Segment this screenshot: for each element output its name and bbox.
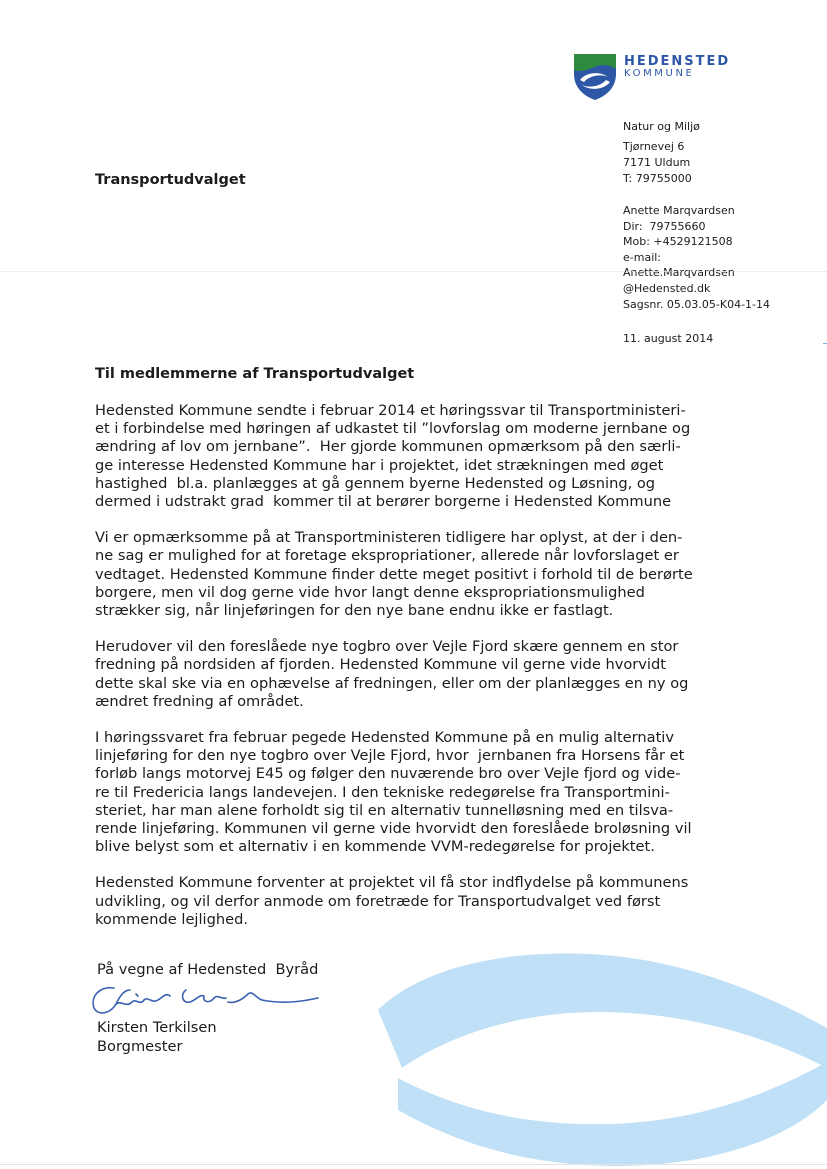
body-line: Vi er opmærksomme på at Transportministeren tidligere har oplyst, at der i den-	[95, 529, 683, 547]
shield-logo-icon	[572, 52, 618, 102]
body-paragraph	[95, 402, 735, 511]
closing-line: På vegne af Hedensted Byråd	[97, 961, 319, 978]
sender-contact	[623, 203, 770, 312]
body-line: Herudover vil den foreslåede nye togbro over Vejle Fjord skære gennem en stor	[95, 638, 679, 656]
page-bottom-edge	[0, 1164, 827, 1165]
contact-line: Mob: +4529121508	[623, 235, 733, 249]
contact-line: @Hedensted.dk	[623, 281, 711, 295]
address-line: 7171 Uldum	[623, 156, 691, 169]
date-text: 11. august 2014	[623, 332, 714, 345]
fold-line	[0, 271, 827, 272]
body-line: blive belyst som et alternativ i en kommende VVM-redegørelse for projektet.	[95, 838, 655, 856]
municipality-logo	[572, 52, 742, 104]
case-number: Sagsnr. 05.03.05-K04-1-14	[623, 297, 771, 311]
logo-subtitle: KOMMUNE	[624, 68, 695, 79]
department-name: Natur og Miljø	[623, 120, 700, 133]
body-line: fredning på nordsiden af fjorden. Hedensted Kommune vil gerne vide hvorvidt	[95, 656, 666, 674]
logo-name: HEDENSTED	[624, 54, 731, 69]
body-line: ændring af lov om jernbane”. Her gjorde kommunen opmærksom på den særli-	[95, 438, 681, 456]
fold-mark	[823, 343, 827, 344]
body-line: dette skal ske via en ophævelse af fredningen, eller om der planlægges en ny og	[95, 674, 689, 692]
body-line: ge interesse Hedensted Kommune har i projektet, idet strækningen med øget	[95, 456, 664, 474]
body-line: forløb langs motorvej E45 og følger den nuværende bro over Vejle fjord og vide-	[95, 765, 681, 783]
letter-body	[95, 402, 735, 947]
body-line: re til Fredericia langs landevejen. I den tekniske redegørelse fra Transportmini-	[95, 783, 670, 801]
contact-line: e-mail:	[623, 250, 662, 264]
letter-subject: Til medlemmerne af Transportudvalget	[95, 366, 415, 382]
body-line: hastighed bl.a. planlægges at gå gennem byerne Hedensted og Løsning, og	[95, 474, 656, 492]
body-paragraph	[95, 638, 735, 711]
body-line: borgere, men vil dog gerne vide hvor langt denne ekspropriationsmulighed	[95, 583, 645, 601]
signer-block	[97, 1019, 217, 1056]
body-paragraph	[95, 874, 735, 929]
handwritten-signature	[86, 980, 326, 1024]
body-line: strækker sig, når linjeføringen for den nye bane endnu ikke er fastlagt.	[95, 602, 614, 620]
body-line: ændret fredning af området.	[95, 692, 304, 710]
contact-line: Anette.Marqvardsen	[623, 266, 735, 280]
body-line: dermed i udstrakt grad kommer til at berører borgerne i Hedensted Kommune	[95, 493, 672, 511]
body-line: kommende lejlighed.	[95, 910, 248, 928]
body-line: linjeføring for den nye togbro over Vejle Fjord, hvor jernbanen fra Horsens får et	[95, 747, 685, 765]
signer-name: Kirsten Terkilsen	[97, 1019, 217, 1036]
signer-title: Borgmester	[97, 1037, 183, 1055]
address-line: T: 79755000	[623, 172, 692, 185]
body-paragraph	[95, 529, 735, 620]
body-line: et i forbindelse med høringen af udkastet til ”lovforslag om moderne jernbane og	[95, 420, 691, 438]
body-line: vedtaget. Hedensted Kommune finder dette meget positivt i forhold til de berørte	[95, 565, 693, 583]
recipient: Transportudvalget	[95, 172, 246, 188]
body-line: I høringssvaret fra februar pegede Hedensted Kommune på en mulig alternativ	[95, 729, 674, 747]
contact-line: Dir: 79755660	[623, 219, 706, 233]
body-paragraph	[95, 729, 735, 856]
body-line: udvikling, og vil derfor anmode om foretræde for Transportudvalget ved først	[95, 892, 661, 910]
body-line: steriet, har man alene forholdt sig til en alternativ tunnelløsning med en tilsva-	[95, 801, 674, 819]
address-line: Tjørnevej 6	[623, 140, 685, 153]
body-line: Hedensted Kommune sendte i februar 2014 et høringssvar til Transportministeri-	[95, 402, 686, 419]
sender-department	[623, 119, 700, 135]
body-line: rende linjeføring. Kommunen vil gerne vide hvorvidt den foreslåede broløsning vil	[95, 820, 692, 838]
sender-address	[623, 139, 692, 187]
logo-watermark-icon	[378, 950, 827, 1169]
letter-date	[623, 331, 713, 347]
body-line: ne sag er mulighed for at foretage ekspropriationer, allerede når lovforslaget er	[95, 547, 679, 565]
contact-line: Anette Marqvardsen	[623, 204, 735, 217]
body-line: Hedensted Kommune forventer at projektet vil få stor indflydelse på kommunens	[95, 874, 689, 892]
